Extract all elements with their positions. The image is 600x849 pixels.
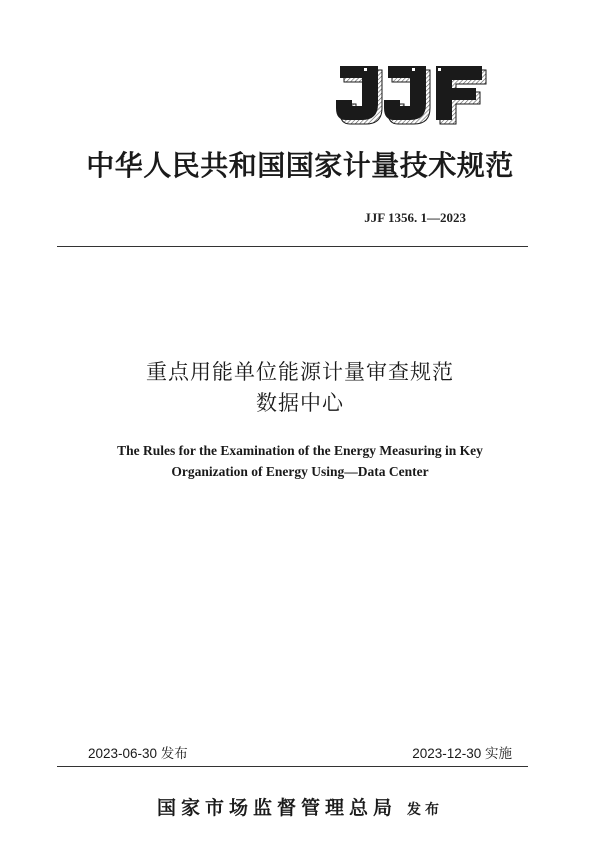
publisher-name: 国家市场监督管理总局 [156, 797, 397, 819]
implement-date: 2023-12-30 实施 [412, 746, 512, 761]
publisher [0, 793, 600, 820]
top-divider [57, 246, 528, 247]
jjf-logo [334, 64, 490, 130]
cn-title-line1: 重点用能单位能源计量审查规范 [146, 360, 454, 384]
en-title-line2: Organization of Energy Using—Data Center [171, 464, 429, 479]
publisher-action: 发布 [407, 802, 443, 818]
main-title: 中华人民共和国国家计量技术规范 [86, 149, 514, 182]
issue-date: 2023-06-30 发布 [88, 746, 188, 761]
jjf-logo-graphic [334, 64, 490, 130]
en-title-line1: The Rules for the Examination of the Energy Measuring in Key [117, 443, 483, 458]
standard-number: JJF 1356. 1—2023 [364, 210, 466, 225]
bottom-divider [57, 766, 528, 767]
cn-title-line2: 数据中心 [256, 391, 344, 415]
